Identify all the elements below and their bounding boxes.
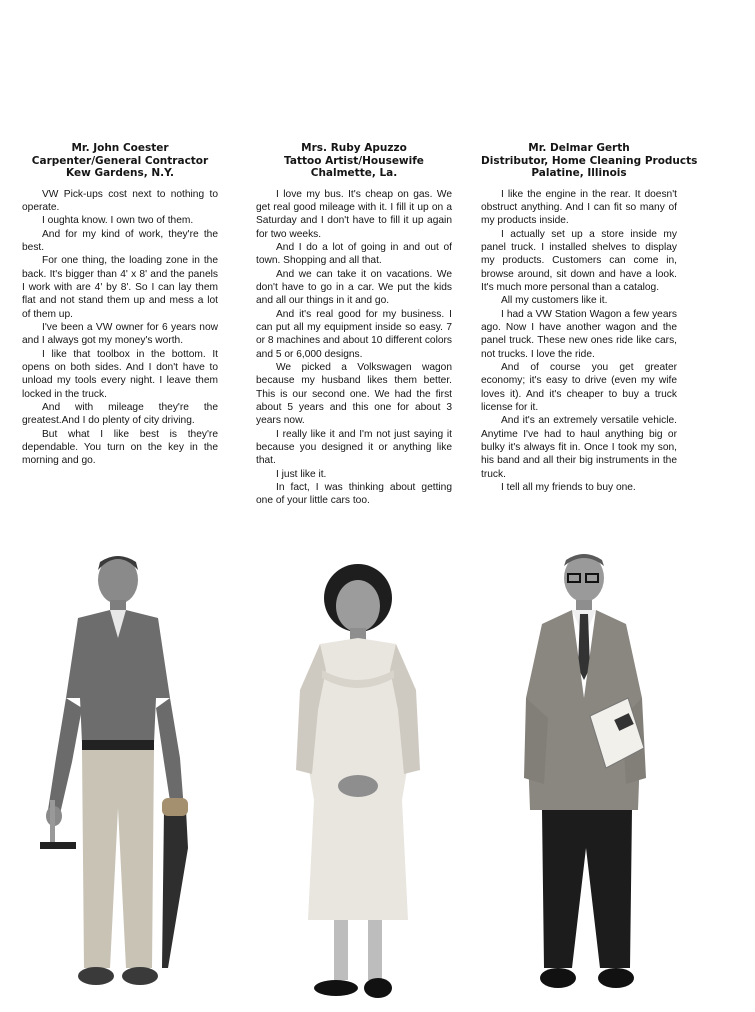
paragraph: All my customers like it.	[501, 295, 608, 307]
person-location: Chalmette, La.	[310, 167, 398, 179]
testimonial-body	[256, 188, 452, 508]
person-name: Mrs. Ruby Apuzzo	[301, 142, 407, 154]
person-title: Carpenter/General Contractor	[31, 154, 209, 167]
paragraph: And I do a lot of going in and out of town. Shopping and all that.	[256, 241, 452, 267]
testimonial-heading	[481, 142, 698, 180]
paragraph: I just like it.	[276, 468, 327, 480]
person-location: Palatine, Illinois	[531, 167, 627, 179]
paragraph: I like that toolbox in the bottom. It opens on both sides. And I don't have to unload my tools every night. I leave them locked in the truck.	[22, 348, 218, 400]
paragraph: VW Pick-ups cost next to nothing to operate.	[22, 188, 218, 213]
portrait-photo-distributor	[520, 548, 660, 1008]
testimonial-body	[481, 188, 677, 495]
paragraph: For one thing, the loading zone in the back. It's bigger than 4' x 8' and the panels I work with are 4' by 8'. So I can lay them flat and not stand them up and mess a lot of them up.	[22, 255, 218, 320]
person-name: Mr. Delmar Gerth	[528, 142, 630, 154]
paragraph: I like the engine in the rear. It doesn't obstruct anything. And I can fit so many of my products inside.	[481, 188, 677, 227]
portrait-photo-carpenter	[38, 548, 198, 1008]
testimonial-heading	[22, 142, 218, 180]
paragraph: But what I like best is they're dependable. You turn on the key in the morning and go.	[22, 428, 218, 467]
paragraph: I tell all my friends to buy one.	[501, 482, 636, 494]
paragraph: I love my bus. It's cheap on gas. We get real good mileage with it. I fill it up on a Saturday and I don't have to fill it up again for two weeks.	[256, 188, 452, 240]
paragraph: I actually set up a store inside my panel truck. I installed shelves to display my products. Customers can come in, browse around, sit down and have a look. It's much more personal than a catalog.	[481, 228, 677, 293]
portrait-photo-housewife	[262, 560, 442, 1006]
paragraph: And for my kind of work, they're the best.	[22, 228, 218, 253]
paragraph: And of course you get greater economy; it's easy to drive (even my wife loves it). And it's cheaper to buy a truck license for it.	[481, 361, 677, 413]
testimonial-gerth	[481, 142, 698, 494]
person-title: Tattoo Artist/Housewife	[284, 154, 424, 167]
testimonial-body	[22, 188, 218, 468]
paragraph: And with mileage they're the greatest.And I do plenty of city driving.	[22, 402, 218, 427]
paragraph: And it's an extremely versatile vehicle. Anytime I've had to haul anything big or bulky it's always fit in. Once I took my son, his band and all their big instruments in the truck.	[481, 415, 677, 480]
paragraph: In fact, I was thinking about getting one of your little cars too.	[256, 482, 452, 507]
person-location: Kew Gardens, N.Y.	[66, 167, 174, 179]
paragraph: I really like it and I'm not just saying it because you designed it or anything like that.	[256, 428, 452, 467]
testimonial-coester	[22, 142, 218, 468]
paragraph: We picked a Volkswagen wagon because my husband likes them better. This is our second one. We had the first about 5 years and this one for about 3 years now.	[256, 361, 452, 427]
paragraph: I've been a VW owner for 6 years now and I always got my money's worth.	[22, 321, 218, 347]
paragraph: And we can take it on vacations. We don't have to go in a car. We put the kids and all our things in it and go.	[256, 268, 452, 307]
testimonial-apuzzo	[256, 142, 452, 508]
paragraph: I had a VW Station Wagon a few years ago. Now I have another wagon and the panel truck. These new ones ride like cars, not trucks. I love the ride.	[481, 308, 677, 360]
person-name: Mr. John Coester	[71, 142, 169, 154]
person-title: Distributor, Home Cleaning Products	[481, 154, 698, 167]
paragraph: And it's real good for my business. I can put all my equipment inside so easy. 7 or 8 machines and about 10 different colors and 5 or 6,000 designs.	[256, 308, 452, 360]
testimonial-heading	[256, 142, 452, 180]
paragraph: I oughta know. I own two of them.	[42, 215, 194, 227]
